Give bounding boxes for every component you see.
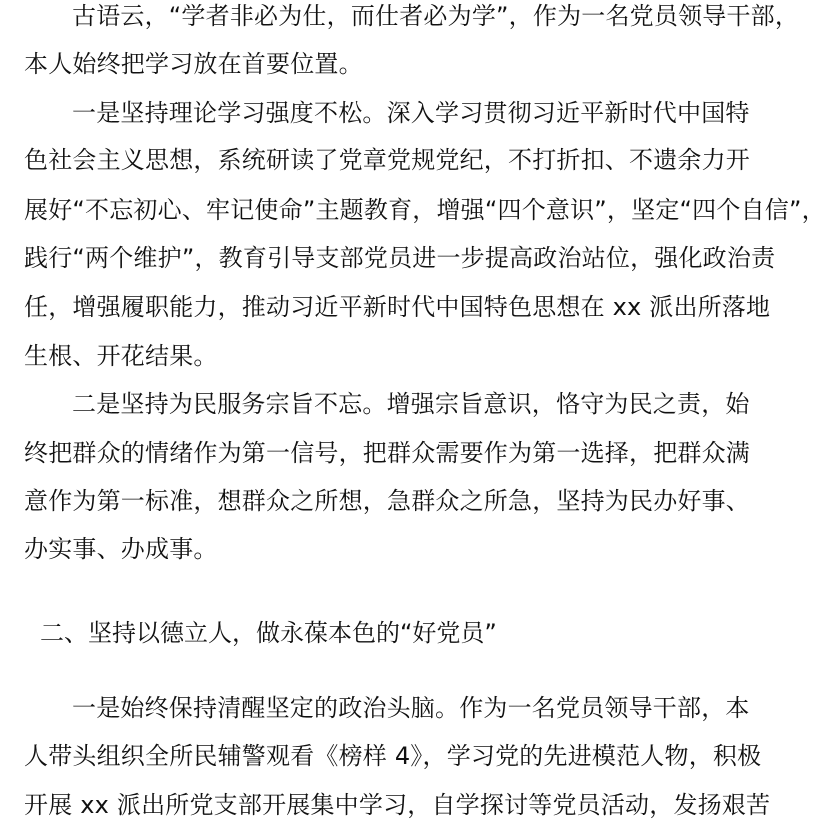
paragraph-theory-line-6: 生根、开花结果。 <box>24 342 218 370</box>
paragraph-service-line-1: 二是坚持为民服务宗旨不忘。增强宗旨意识，恪守为民之责，始 <box>72 390 750 418</box>
section-heading: 二、坚持以德立人，做永葆本色的“好党员” <box>40 619 497 647</box>
paragraph-politics-line-2: 人带头组织全所民辅警观看《榜样 4》，学习党的先进模范人物，积极 <box>24 742 762 770</box>
paragraph-theory-line-2: 色社会主义思想，系统研读了党章党规党纪，不打折扣、不遗余力开 <box>24 146 750 174</box>
paragraph-theory-line-4: 践行“两个维护”，教育引导支部党员进一步提高政治站位，强化政治责 <box>24 244 776 272</box>
paragraph-theory-line-1: 一是坚持理论学习强度不松。深入学习贯彻习近平新时代中国特 <box>72 99 750 127</box>
paragraph-politics-line-3: 开展 xx 派出所党支部开展集中学习，自学探讨等党员活动，发扬艰苦 <box>24 791 771 819</box>
paragraph-service-line-3: 意作为第一标准，想群众之所想，急群众之所急，坚持为民办好事、 <box>24 487 750 515</box>
paragraph-theory-line-5: 任，增强履职能力，推动习近平新时代中国特色思想在 xx 派出所落地 <box>24 293 771 321</box>
paragraph-politics-line-1: 一是始终保持清醒坚定的政治头脑。作为一名党员领导干部，本 <box>72 694 750 722</box>
paragraph-intro-line-1: 古语云，“学者非必为仕，而仕者必为学”，作为一名党员领导干部， <box>72 2 800 30</box>
paragraph-service-line-4: 办实事、办成事。 <box>24 535 218 563</box>
paragraph-intro-line-2: 本人始终把学习放在首要位置。 <box>24 50 363 78</box>
paragraph-theory-line-3: 展好“不忘初心、牢记使命”主题教育，增强“四个意识”，坚定“四个自信”， <box>24 196 826 224</box>
paragraph-service-line-2: 终把群众的情绪作为第一信号，把群众需要作为第一选择，把群众满 <box>24 439 750 467</box>
